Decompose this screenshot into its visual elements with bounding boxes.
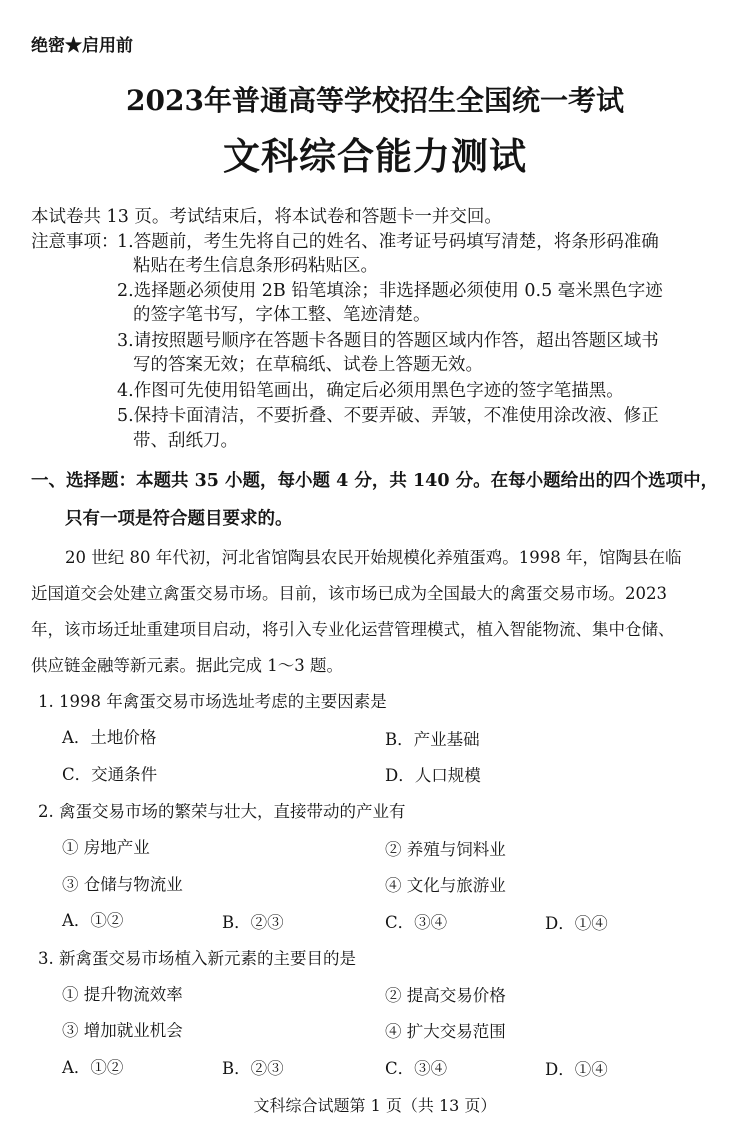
q2-option-b: B．②③ <box>222 913 284 932</box>
q2-option-d: D．①④ <box>545 914 608 933</box>
q2-option-a: A．①② <box>62 911 124 930</box>
q2-statement-1: ① 房地产业 <box>62 838 150 857</box>
q3-statement-2: ② 提高交易价格 <box>385 986 506 1005</box>
q2-statement-2: ② 养殖与饲料业 <box>385 840 506 859</box>
q2-statement-4: ④ 文化与旅游业 <box>385 876 506 895</box>
note-item-continued: 带、刮纸刀。 <box>133 431 238 451</box>
q3-option-c: C．③④ <box>385 1059 448 1078</box>
exam-subject-title: 文科综合能力测试 <box>223 134 527 178</box>
q3-option-d: D．①④ <box>545 1060 608 1079</box>
question-2-stem: 2. 禽蛋交易市场的繁荣与壮大，直接带动的产业有 <box>38 802 406 821</box>
q3-statement-4: ④ 扩大交易范围 <box>385 1022 506 1041</box>
q3-statement-1: ① 提升物流效率 <box>62 985 183 1004</box>
passage-line: 供应链金融等新元素。据此完成 1～3 题。 <box>31 656 343 675</box>
passage-line: 近国道交会处建立禽蛋交易市场。目前，该市场已成为全国最大的禽蛋交易市场。2023 <box>31 584 667 603</box>
note-item: 2.选择题必须使用 2B 铅笔填涂；非选择题必须使用 0.5 毫米黑色字迹 <box>117 281 663 301</box>
note-item: 4.作图可先使用铅笔画出，确定后必须用黑色字迹的签字笔描黑。 <box>117 381 624 401</box>
q3-option-a: A．①② <box>62 1058 124 1077</box>
q2-statement-3: ③ 仓储与物流业 <box>62 875 183 894</box>
q1-option-d: D．人口规模 <box>385 766 481 785</box>
section-heading-continued: 只有一项是符合题目要求的。 <box>65 509 293 529</box>
confidential-label: 绝密★启用前 <box>31 36 133 56</box>
note-item-continued: 粘贴在考生信息条形码粘贴区。 <box>133 256 378 276</box>
q1-option-b: B．产业基础 <box>385 730 480 749</box>
question-1-stem: 1. 1998 年禽蛋交易市场选址考虑的主要因素是 <box>38 692 387 711</box>
q1-option-a: A．土地价格 <box>62 728 157 747</box>
section-heading: 一、选择题：本题共 35 小题，每小题 4 分，共 140 分。在每小题给出的四个选项中， <box>31 471 719 491</box>
q3-option-b: B．②③ <box>222 1059 284 1078</box>
note-item-continued: 的签字笔书写，字体工整、笔迹清楚。 <box>133 305 431 325</box>
page-footer: 文科综合试题第 1 页（共 13 页） <box>253 1096 497 1115</box>
passage-line: 20 世纪 80 年代初，河北省馆陶县农民开始规模化养殖蛋鸡。1998 年，馆陶县在临 <box>65 548 682 567</box>
q3-statement-3: ③ 增加就业机会 <box>62 1021 183 1040</box>
question-3-stem: 3. 新禽蛋交易市场植入新元素的主要目的是 <box>38 949 356 968</box>
q2-option-c: C．③④ <box>385 913 448 932</box>
exam-title: 2023年普通高等学校招生全国统一考试 <box>126 84 624 117</box>
intro-text: 本试卷共 13 页。考试结束后，将本试卷和答题卡一并交回。 <box>31 207 502 227</box>
notes-label: 注意事项： <box>31 232 119 252</box>
note-item: 1.答题前，考生先将自己的姓名、准考证号码填写清楚，将条形码准确 <box>117 232 659 252</box>
q1-option-c: C．交通条件 <box>62 765 158 784</box>
note-item-continued: 写的答案无效；在草稿纸、试卷上答题无效。 <box>133 355 483 375</box>
note-item: 5.保持卡面清洁，不要折叠、不要弄破、弄皱，不准使用涂改液、修正 <box>117 406 659 426</box>
note-item: 3.请按照题号顺序在答题卡各题目的答题区域内作答，超出答题区域书 <box>117 331 659 351</box>
passage-line: 年，该市场迁址重建项目启动，将引入专业化运营管理模式，植入智能物流、集中仓储、 <box>31 620 675 639</box>
